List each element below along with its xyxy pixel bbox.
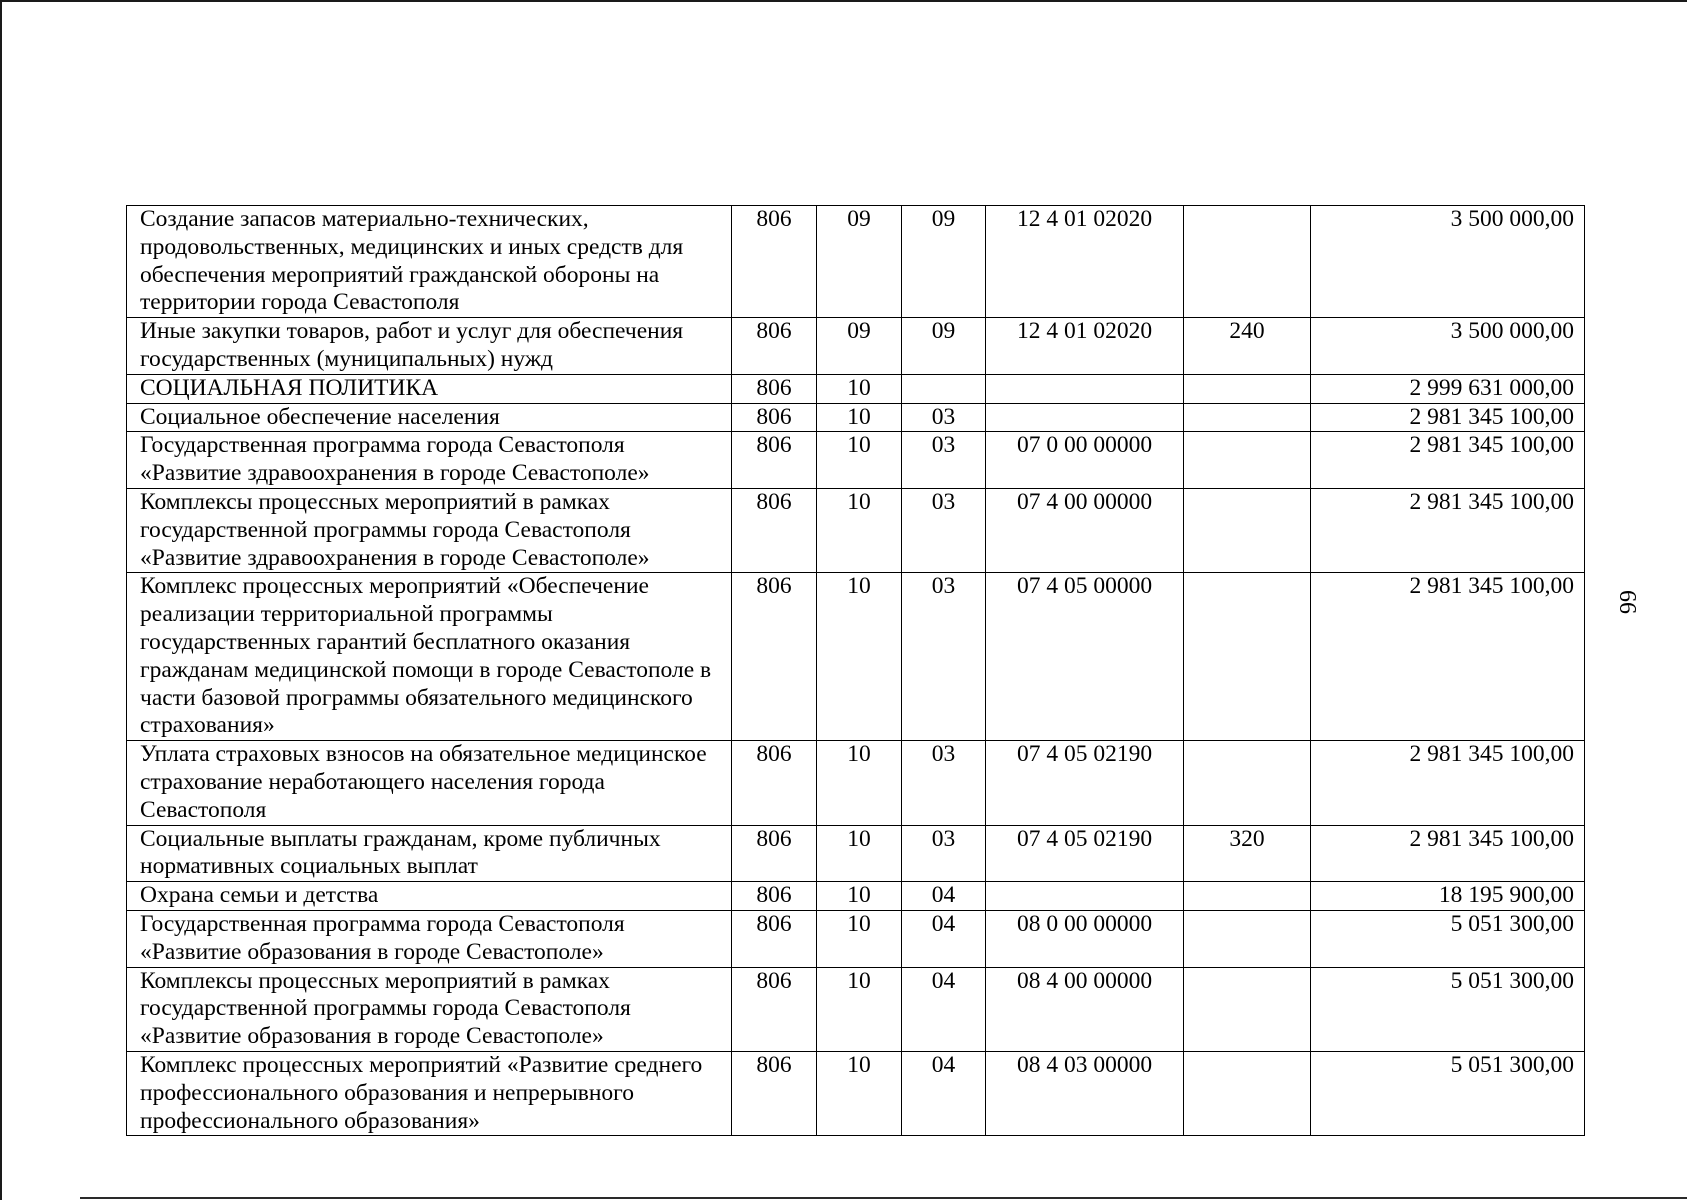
section-code: 10 [817,825,902,882]
target-article-code: 07 4 00 00000 [986,488,1184,572]
amount: 3 500 000,00 [1311,206,1585,318]
target-article-code: 07 4 05 02190 [986,825,1184,882]
target-article-code: 07 4 05 00000 [986,573,1184,741]
table-row [127,825,1585,882]
table-row [127,403,1585,432]
bottom-rule [80,1197,1687,1199]
amount: 2 981 345 100,00 [1311,432,1585,489]
table-row [127,741,1585,825]
amount: 5 051 300,00 [1311,1051,1585,1135]
section-code: 10 [817,910,902,967]
grbs-code: 806 [732,882,817,911]
target-article-code [986,374,1184,403]
amount: 2 981 345 100,00 [1311,573,1585,741]
grbs-code: 806 [732,573,817,741]
grbs-code: 806 [732,403,817,432]
subsection-code: 04 [902,910,986,967]
table-row [127,318,1585,375]
expense-type-code: 320 [1184,825,1311,882]
expense-name: Социальное обеспечение населения [127,403,732,432]
amount: 5 051 300,00 [1311,967,1585,1051]
grbs-code: 806 [732,374,817,403]
amount: 3 500 000,00 [1311,318,1585,375]
budget-table [126,205,1585,1136]
expense-type-code [1184,741,1311,825]
grbs-code: 806 [732,432,817,489]
grbs-code: 806 [732,488,817,572]
subsection-code: 09 [902,206,986,318]
expense-type-code [1184,206,1311,318]
section-code: 09 [817,318,902,375]
subsection-code: 03 [902,741,986,825]
subsection-code: 03 [902,403,986,432]
table-row [127,910,1585,967]
expense-name: Комплекс процессных мероприятий «Обеспечение реализации территориальной программы государственных гарантий бесплатного оказания гражданам медицинской помощи в городе Севастополе в части базовой программы обязательного медицинского страхования» [127,573,732,741]
expense-name: Государственная программа города Севастополя «Развитие образования в городе Севастополе» [127,910,732,967]
expense-name: Комплексы процессных мероприятий в рамках государственной программы города Севастополя «Развитие образования в городе Севастополе» [127,967,732,1051]
expense-name: СОЦИАЛЬНАЯ ПОЛИТИКА [127,374,732,403]
expense-type-code [1184,403,1311,432]
target-article-code: 12 4 01 02020 [986,206,1184,318]
expense-name: Социальные выплаты гражданам, кроме публичных нормативных социальных выплат [127,825,732,882]
amount: 2 981 345 100,00 [1311,741,1585,825]
target-article-code: 12 4 01 02020 [986,318,1184,375]
section-code: 10 [817,967,902,1051]
target-article-code [986,882,1184,911]
target-article-code: 07 4 05 02190 [986,741,1184,825]
table-row [127,206,1585,318]
page-number: 66 [1614,590,1640,614]
subsection-code: 03 [902,573,986,741]
table-row [127,967,1585,1051]
table-row [127,488,1585,572]
subsection-code: 03 [902,432,986,489]
section-code: 09 [817,206,902,318]
section-code: 10 [817,573,902,741]
subsection-code: 04 [902,882,986,911]
grbs-code: 806 [732,967,817,1051]
grbs-code: 806 [732,1051,817,1135]
expense-type-code [1184,573,1311,741]
expense-name: Комплексы процессных мероприятий в рамках государственной программы города Севастополя «Развитие здравоохранения в городе Севастополе» [127,488,732,572]
section-code: 10 [817,488,902,572]
grbs-code: 806 [732,825,817,882]
expense-type-code [1184,374,1311,403]
target-article-code: 08 0 00 00000 [986,910,1184,967]
grbs-code: 806 [732,910,817,967]
subsection-code: 03 [902,488,986,572]
expense-type-code: 240 [1184,318,1311,375]
grbs-code: 806 [732,741,817,825]
section-code: 10 [817,741,902,825]
amount: 18 195 900,00 [1311,882,1585,911]
amount: 5 051 300,00 [1311,910,1585,967]
expense-type-code [1184,432,1311,489]
scan-edge-left [0,0,2,1200]
grbs-code: 806 [732,318,817,375]
subsection-code: 03 [902,825,986,882]
table-row [127,882,1585,911]
expense-type-code [1184,882,1311,911]
budget-table-body [127,206,1585,1136]
table-row [127,1051,1585,1135]
amount: 2 981 345 100,00 [1311,403,1585,432]
expense-name: Иные закупки товаров, работ и услуг для обеспечения государственных (муниципальных) нужд [127,318,732,375]
scan-edge-top [0,0,1687,2]
table-row [127,573,1585,741]
amount: 2 999 631 000,00 [1311,374,1585,403]
expense-name: Государственная программа города Севастополя «Развитие здравоохранения в городе Севастополе» [127,432,732,489]
target-article-code: 07 0 00 00000 [986,432,1184,489]
expense-name: Охрана семьи и детства [127,882,732,911]
subsection-code [902,374,986,403]
subsection-code: 09 [902,318,986,375]
target-article-code: 08 4 00 00000 [986,967,1184,1051]
table-row [127,374,1585,403]
grbs-code: 806 [732,206,817,318]
expense-type-code [1184,488,1311,572]
table-row [127,432,1585,489]
section-code: 10 [817,1051,902,1135]
expense-type-code [1184,967,1311,1051]
section-code: 10 [817,432,902,489]
subsection-code: 04 [902,967,986,1051]
section-code: 10 [817,374,902,403]
expense-type-code [1184,910,1311,967]
amount: 2 981 345 100,00 [1311,825,1585,882]
section-code: 10 [817,403,902,432]
expense-type-code [1184,1051,1311,1135]
expense-name: Комплекс процессных мероприятий «Развитие среднего профессионального образования и непрерывного профессионального образования» [127,1051,732,1135]
expense-name: Создание запасов материально-технических, продовольственных, медицинских и иных средств для обеспечения мероприятий гражданской обороны на территории города Севастополя [127,206,732,318]
section-code: 10 [817,882,902,911]
subsection-code: 04 [902,1051,986,1135]
expense-name: Уплата страховых взносов на обязательное медицинское страхование неработающего населения города Севастополя [127,741,732,825]
target-article-code: 08 4 03 00000 [986,1051,1184,1135]
target-article-code [986,403,1184,432]
amount: 2 981 345 100,00 [1311,488,1585,572]
